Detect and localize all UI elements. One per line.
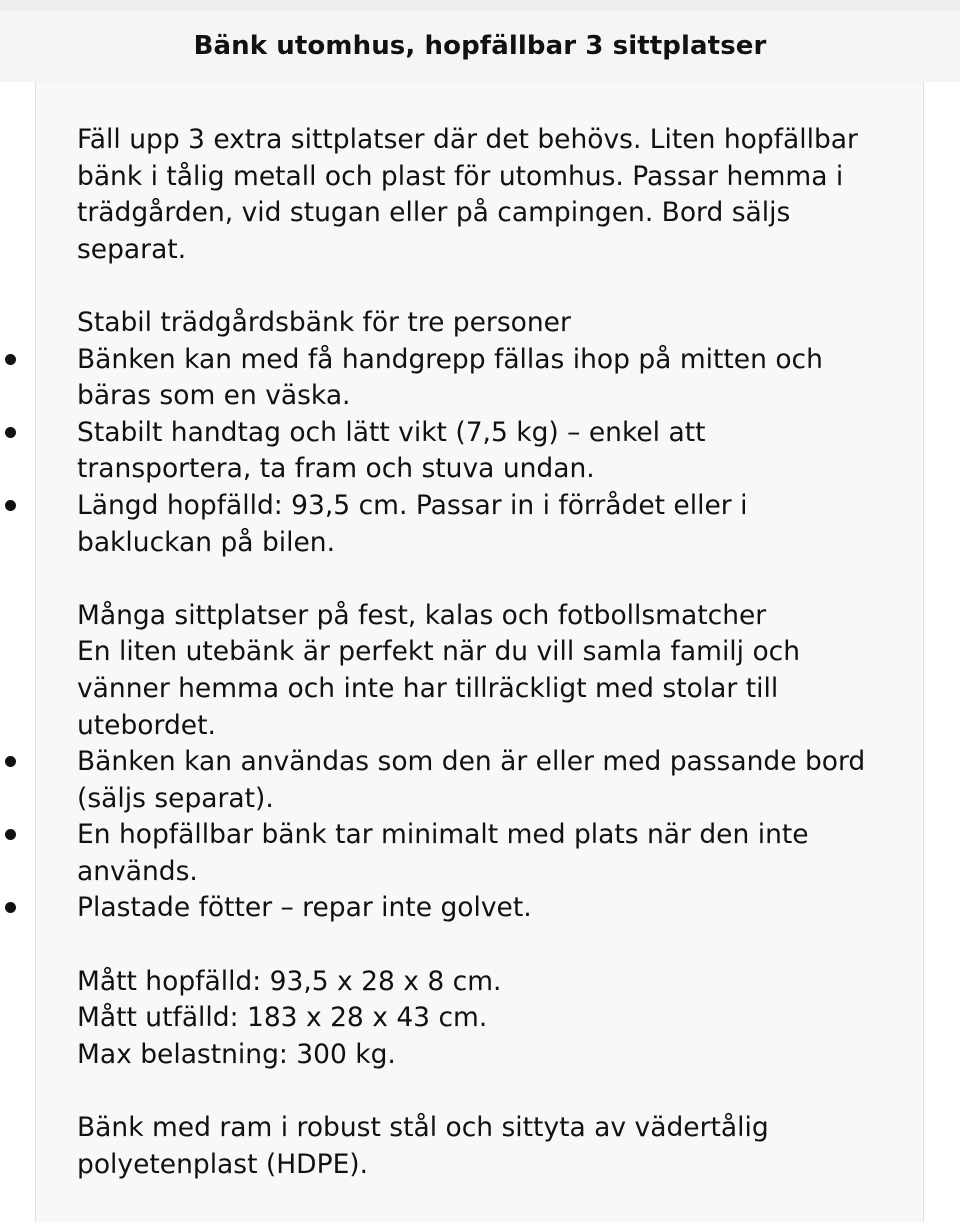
bullet-icon	[5, 829, 16, 840]
list-item	[77, 488, 887, 561]
list-item-text: En hopfällbar bänk tar minimalt med plats när den inte används.	[77, 819, 809, 887]
bullet-icon	[5, 902, 16, 913]
list-item-text: Bänken kan användas som den är eller med passande bord (säljs separat).	[77, 746, 866, 814]
max-load: Max belastning: 300 kg.	[77, 1038, 396, 1070]
page-title: Bänk utomhus, hopfällbar 3 sittplatser	[193, 31, 767, 61]
list-item	[77, 415, 887, 488]
page-header	[0, 10, 960, 82]
dimension-folded: Mått hopfälld: 93,5 x 28 x 8 cm.	[77, 965, 502, 997]
description-content	[77, 122, 887, 1183]
intro-text: Fäll upp 3 extra sittplatser där det behövs. Liten hopfällbar bänk i tålig metall och plast för utomhus. Passar hemma i trädgården, vid stugan eller på campingen. Bord säljs separat.	[77, 124, 858, 265]
section-heading-stable-bench: Stabil trädgårdsbänk för tre personer	[77, 306, 571, 338]
status-strip	[0, 0, 960, 10]
list-item-text: Längd hopfälld: 93,5 cm. Passar in i förrådet eller i bakluckan på bilen.	[77, 489, 748, 558]
list-item-text: Plastade fötter – repar inte golvet.	[77, 892, 532, 924]
description-panel[interactable]	[35, 82, 924, 1222]
dimension-unfolded: Mått utfälld: 183 x 28 x 43 cm.	[77, 1002, 488, 1034]
bullet-icon	[5, 756, 16, 767]
list-item	[77, 890, 887, 927]
list-item-text: Stabilt handtag och lätt vikt (7,5 kg) – enkel att transportera, ta fram och stuva undan.	[77, 416, 706, 485]
list-item-text: Bänken kan med få handgrepp fällas ihop på mitten och bäras som en väska.	[77, 343, 823, 412]
feature-list-1	[77, 342, 887, 562]
bullet-icon	[5, 427, 16, 438]
list-item	[77, 817, 887, 890]
section-heading-party-seating: Många sittplatser på fest, kalas och fotbollsmatcher	[77, 599, 767, 631]
bullet-icon	[5, 500, 16, 511]
feature-list-2	[77, 744, 887, 927]
material-text: Bänk med ram i robust stål och sittyta av vädertålig polyetenplast (HDPE).	[77, 1112, 769, 1180]
bullet-icon	[5, 354, 16, 365]
section-body-text: En liten utebänk är perfekt när du vill samla familj och vänner hemma och inte har tillräckligt med stolar till utebordet.	[77, 636, 801, 741]
list-item	[77, 342, 887, 415]
list-item	[77, 744, 887, 817]
